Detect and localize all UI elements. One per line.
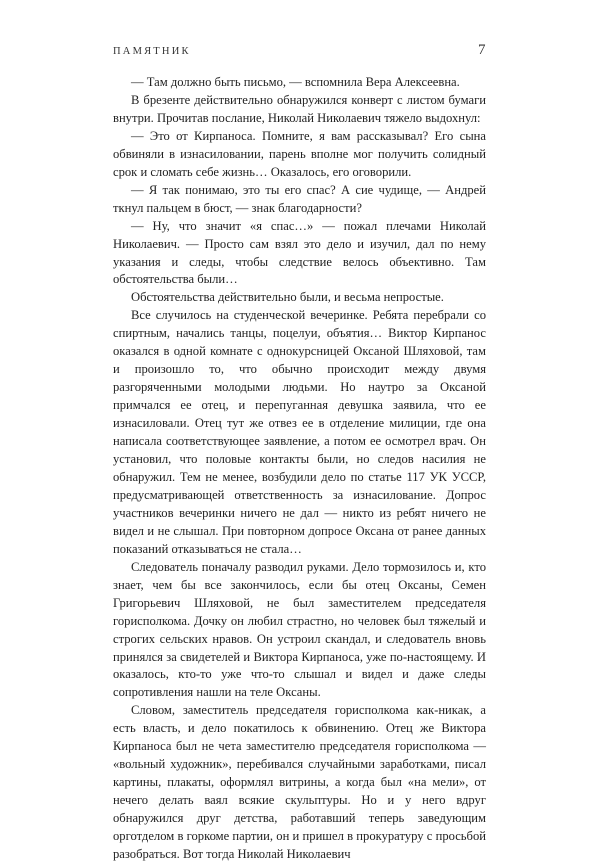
running-head: ПАМЯТНИК	[113, 46, 191, 57]
page-number: 7	[478, 42, 486, 58]
paragraph: Все случилось на студенческой вечеринке. Ребята перебрали со спиртным, начались танцы, поцелуи, объятия… Виктор Кирпанос оказался в одной комнате с однокурсницей Оксаной Шляховой, там и произошло то, что обычно происходит между двумя разгоряченными молодыми людьми. Но наутро за Оксаной примчался ее отец, и перепуганная девушка заявила, что ее изнасиловали. Отец тут же отвез ее в отделение милиции, где она написала соответствующее заявление, а потом ее осмотрел врач. Он установил, что половые контакты были, но следов насилия не обнаружил. Тем не менее, возбудили дело по статье 117 УК УССР, предусматривающей ответственность за изнасилование. Допрос участников вечеринки ничего не дал — никто из ребят ничего не видел и не слышал. При повторном допросе Оксана от ранее данных показаний отказываться не стала…	[113, 308, 486, 556]
paragraph: — Я так понимаю, это ты его спас? А сие чудище, — Андрей ткнул пальцем в бюст, — знак благодарности?	[113, 182, 486, 215]
paragraph: Обстоятельства действительно были, и весьма непростые.	[131, 290, 444, 305]
paragraph: Следователь поначалу разводил руками. Дело тормозилось и, кто знает, чем бы все закончилось, если бы отец Оксаны, Семен Григорьевич Шляховой, не был заместителем председателя горисполкома. Дочку он любил страстно, но человек был тяжелый и строгих сельских нравов. Он устроил скандал, и следователь вновь принялся за свидетелей и Виктора Кирпаноса, уже по-настоящему. И оказалось, кто-то уже что-то слышал и видел и даже следы сопротивления нашли на теле Оксаны.	[113, 559, 486, 700]
paragraph: В брезенте действительно обнаружился конверт с листом бумаги внутри. Прочитав послание, Николай Николаевич тяжело выдохнул:	[113, 92, 486, 125]
paragraph: Словом, заместитель председателя горисполкома как-никак, а есть власть, и дело покатилось к обвинению. Отец же Виктора Кирпаноса был не чета заместителю председателя горисполкома — «вольный художник», перебивался случайными заработками, писал картины, плакаты, оформлял витрины, а когда был «на мели», от нечего делать ваял всякие скульптуры. Но и у него вдруг обнаружился друг детства, работавший теперь заведующим орготделом в горкоме партии, он и пришел в прокуратуру с просьбой разобраться. Вот тогда Николай Николаевич	[113, 703, 486, 861]
paragraph: — Это от Кирпаноса. Помните, я вам рассказывал? Его сына обвиняли в изнасиловании, парень вполне мог получить солидный срок и сломать себе жизнь… Оказалось, его оговорили.	[113, 128, 486, 179]
body-text	[113, 74, 486, 864]
paragraph: — Ну, что значит «я спас…» — пожал плечами Николай Николаевич. — Просто сам взял это дело и изучил, дал по нему указания и следы, чтобы следствие велось объективно. Там обстоятельства были…	[113, 218, 486, 287]
paragraph: — Там должно быть письмо, — вспомнила Вера Алексеевна.	[131, 75, 460, 89]
